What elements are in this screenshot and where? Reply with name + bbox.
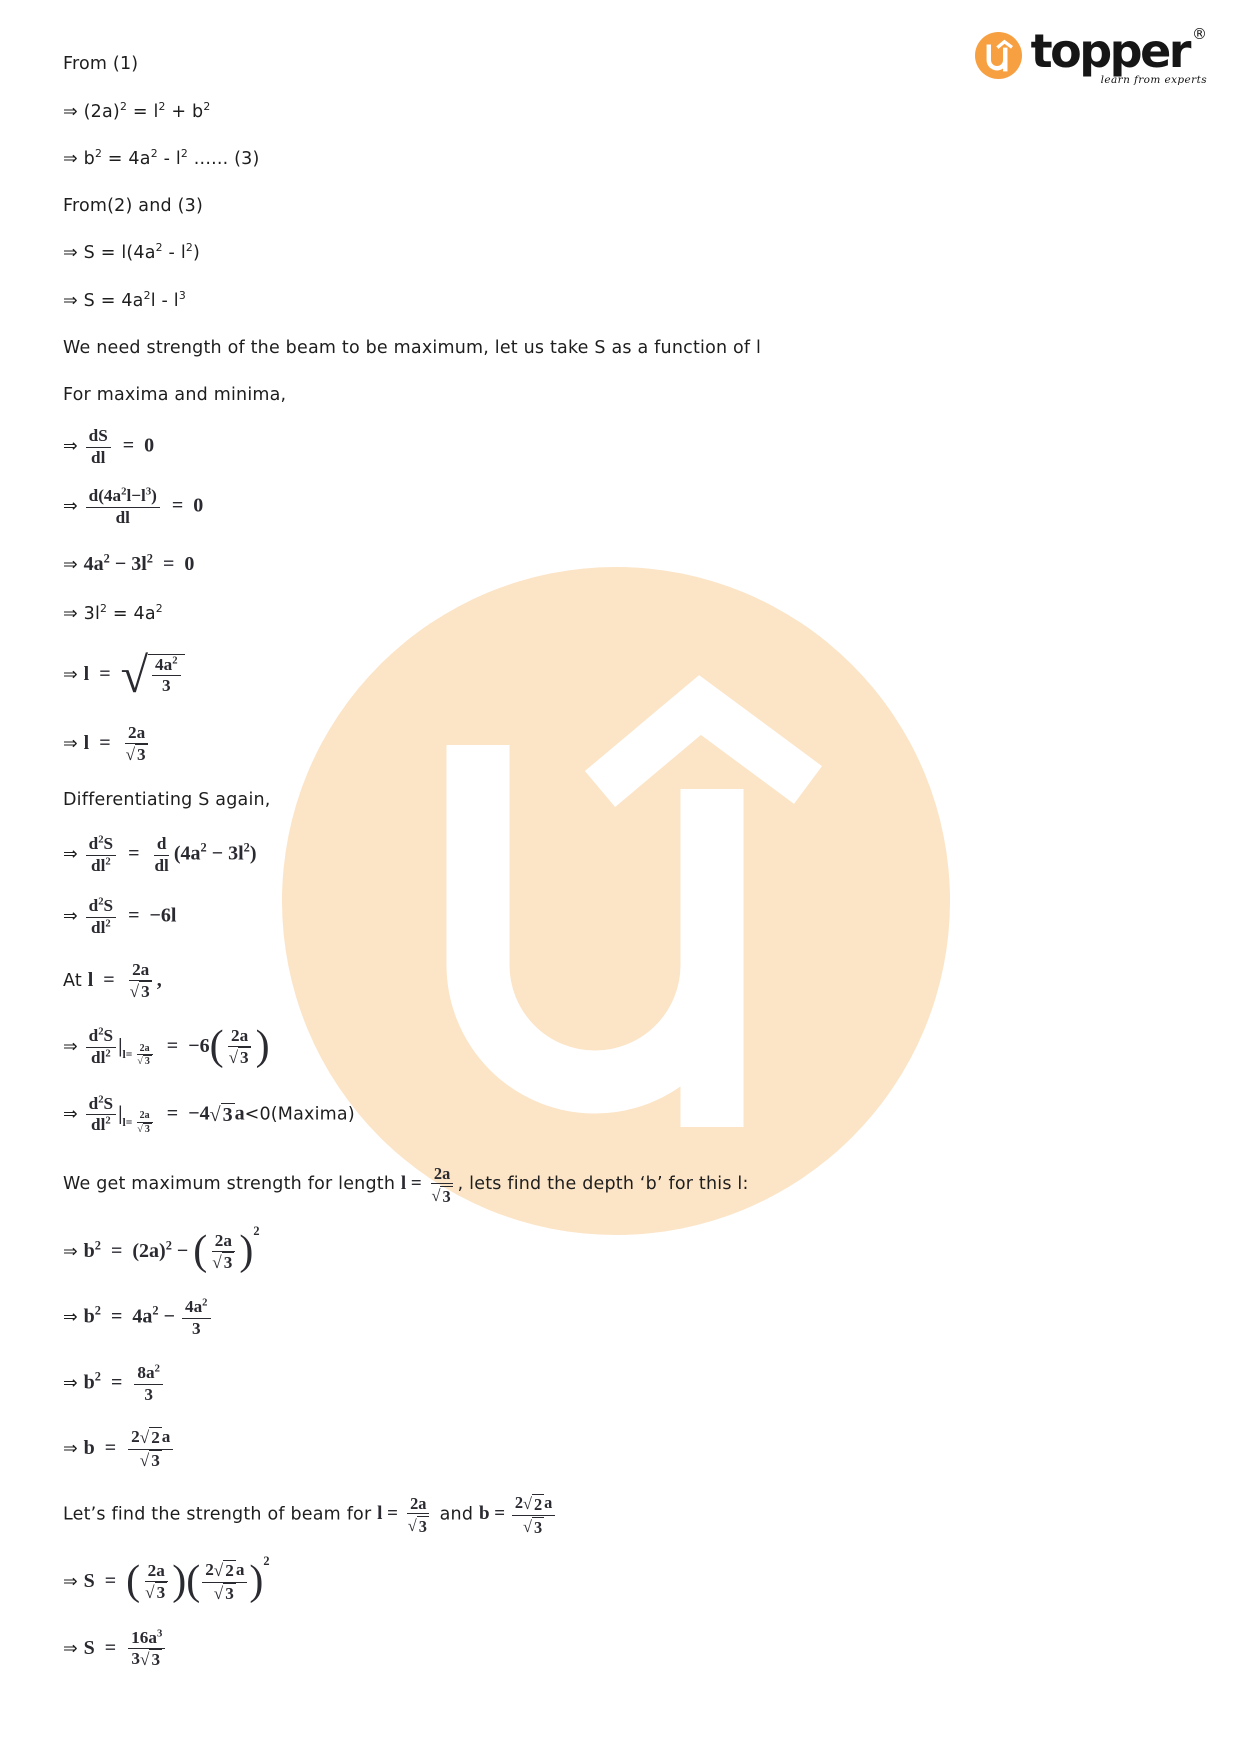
solution-line: ⇒ b = 2 √ 2 a √ 3 — [63, 1416, 1193, 1482]
solution-line: ⇒ $S = l(4a^2 - l^2)$ — [63, 241, 201, 263]
solution-line: ⇒ $b^2 = 4a^2$ − $\frac{4a^2}{3}$ — [63, 1284, 1193, 1352]
solution-line: We get maximum strength for length l = 2a √ 3 , lets find the depth ‘b’ for this l: — [63, 1164, 749, 1206]
brand-tagline: learn from experts — [1100, 74, 1207, 87]
solution-line: From(2) and (3) — [63, 195, 203, 216]
solution-line: Let’s find the strength of beam for l = 2a √ 3 and b = 2 √ 2 a √ 3 — [63, 1482, 1193, 1548]
solution-line: For maxima and minima, — [63, 384, 287, 405]
solution-line: Differentiating S again, — [63, 790, 271, 810]
topper-logo — [975, 24, 1207, 87]
solution-line: ⇒ $\frac{d^2S}{dl^2}$ = $\frac{d}{dl}$ $(4a^2 - 3l^2)$ — [63, 834, 257, 875]
logo-circle — [975, 32, 1022, 79]
solution-line: ⇒ $b^2$ = $\frac{8a^2}{3}$ — [63, 1352, 1193, 1416]
solution-line: ⇒ $\frac{dS}{dl}$ = 0 — [63, 426, 155, 467]
solution-line: ⇒ $\frac{d^2S}{dl^2}$ = −6l — [63, 896, 177, 937]
solution-line: ⇒ $4a^2 - 3l^2 = 0$ — [63, 550, 195, 575]
solution-line: ⇒ $b^2 = 4a^2 - l^2$ ...... (3) — [63, 146, 260, 169]
solution-line: At l = 2a √ 3 , — [63, 959, 162, 1002]
solution-line: ⇒ $\frac{d^2S}{dl^2}$ $|_{l= 2a √ 3}$ = −4 √ 3 a<0(Maxima) — [63, 1094, 355, 1136]
solution-line: ⇒ $b^2 = (2a)^2$ − ( 2a √ 3 ) $^2$ — [63, 1223, 260, 1275]
solution-line: ⇒ $\frac{d^2S}{dl^2}$ $|_{l= 2a √ 3}$ = −6 ( 2a √ 3 ) — [63, 1023, 270, 1070]
solution-line: ⇒ $\frac{d(4a^2l-l^3)}{dl}$ = 0 — [63, 486, 204, 527]
solution-line: From (1) — [63, 54, 139, 74]
solution-steps — [63, 40, 1193, 1682]
solution-line: ⇒ l = √ $\frac{4a^2}{3}$ — [63, 638, 1193, 712]
solution-line: ⇒ $S = 4a^2l - l^3$ — [63, 289, 186, 311]
solution-line: ⇒ S = ( 2a √ 3 ) ( 2 √ 2 a √ 3 ) $^2$ — [63, 1553, 270, 1605]
solution-line: We need strength of the beam to be maximum, let us take S as a function of l — [63, 338, 762, 358]
solution-line: ⇒ $(2a)^2 = l^2 + b^2$ — [63, 99, 211, 122]
solution-line: ⇒ l = 2a √ 3 — [63, 712, 1193, 776]
topper-u-arrow-icon — [975, 32, 1022, 79]
solution-line: ⇒ $3l^2 = 4a^2$ — [63, 602, 163, 624]
registered-trademark-icon: ® — [1192, 25, 1207, 43]
logo-text — [1030, 24, 1207, 87]
brand-name: topper — [1030, 24, 1189, 78]
solution-line: ⇒ S = $16a^3$ 3 √ 3 — [63, 1616, 1193, 1682]
